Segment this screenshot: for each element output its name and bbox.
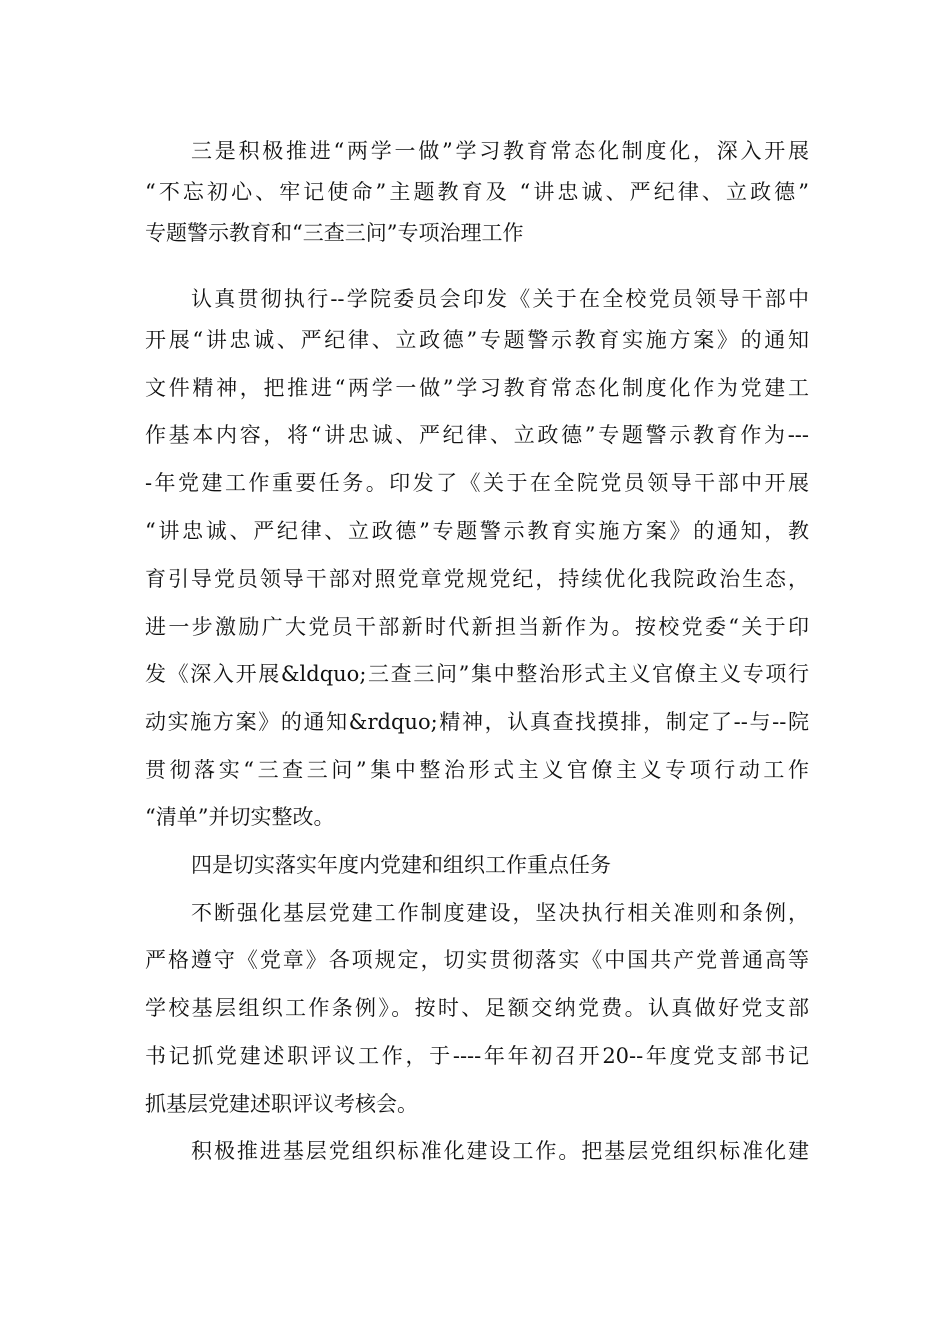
- paragraph-3-body-line-3: 文件精神，把推进“两学一做”学习教育常态化制度化作为党建工: [145, 376, 809, 400]
- paragraph-3-body-line-7: 育引导党员领导干部对照党章党规党纪，持续优化我院政治生态，: [145, 567, 809, 591]
- paragraph-4-body-line-1: 不断强化基层党建工作制度建设，坚决执行相关准则和条例，: [191, 901, 809, 925]
- paragraph-3-body-line-2: 开展“讲忠诚、严纪律、立政德”专题警示教育实施方案》的通知: [145, 328, 809, 352]
- paragraph-3-body-line-10: 动实施方案》的通知&rdquo;精神，认真查找摸排，制定了--与--院: [145, 710, 809, 734]
- paragraph-4-heading: 四是切实落实年度内党建和组织工作重点任务: [191, 853, 611, 877]
- paragraph-4-body-line-5: 抓基层党建述职评议考核会。: [145, 1092, 418, 1116]
- paragraph-3-body-line-9: 发《深入开展&ldquo;三查三问”集中整治形式主义官僚主义专项行: [145, 662, 809, 686]
- paragraph-3-heading-line-1: 三是积极推进“两学一做”学习教育常态化制度化，深入开展: [191, 139, 809, 163]
- paragraph-3-heading-line-3: 专题警示教育和“三查三问”专项治理工作: [145, 221, 524, 245]
- paragraph-3-body-line-5: -年党建工作重要任务。印发了《关于在全院党员领导干部中开展: [145, 471, 809, 495]
- paragraph-3-body-line-8: 进一步激励广大党员干部新时代新担当新作为。按校党委“关于印: [145, 615, 809, 639]
- paragraph-3-heading-line-2: “不忘初心、牢记使命”主题教育及 “讲忠诚、严纪律、立政德”: [145, 180, 809, 204]
- paragraph-4-body-line-2: 严格遵守《党章》各项规定，切实贯彻落实《中国共产党普通高等: [145, 948, 809, 972]
- paragraph-4-body-line-4: 书记抓党建述职评议工作，于----年年初召开20--年度党支部书记: [145, 1044, 809, 1068]
- paragraph-5-body-line-1: 积极推进基层党组织标准化建设工作。把基层党组织标准化建: [191, 1139, 809, 1163]
- paragraph-3-body-line-12: “清单”并切实整改。: [145, 805, 335, 829]
- paragraph-3-body-line-6: “讲忠诚、严纪律、立政德”专题警示教育实施方案》的通知，教: [145, 519, 809, 543]
- paragraph-3-body-line-4: 作基本内容，将“讲忠诚、严纪律、立政德”专题警示教育作为---: [145, 423, 809, 447]
- paragraph-4-body-line-3: 学校基层组织工作条例》。按时、足额交纳党费。认真做好党支部: [145, 996, 809, 1020]
- paragraph-3-body-line-1: 认真贯彻执行--学院委员会印发《关于在全校党员领导干部中: [191, 287, 809, 311]
- paragraph-3-body-line-11: 贯彻落实“三查三问”集中整治形式主义官僚主义专项行动工作: [145, 758, 809, 782]
